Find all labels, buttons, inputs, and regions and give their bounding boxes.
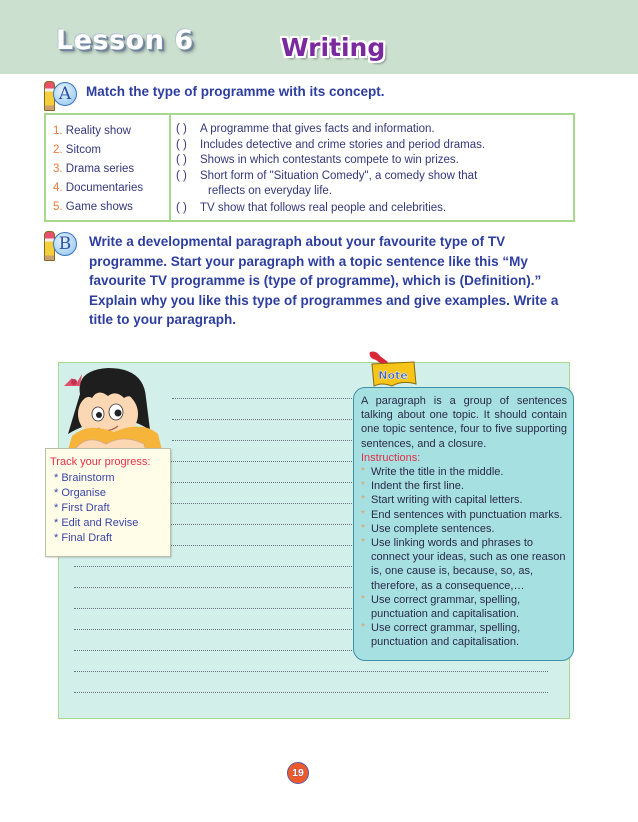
instruction-item	[361, 493, 567, 507]
track-progress-title: Track your progress:	[50, 456, 151, 468]
definition-item	[176, 138, 485, 154]
programme-label: Sitcom	[65, 144, 101, 156]
track-item	[54, 471, 138, 486]
definition-item	[176, 122, 485, 138]
definition-list	[176, 122, 485, 216]
instruction-item	[361, 593, 567, 621]
instruction-text: Use correct grammar, spelling, punctuation and capitalisation.	[371, 593, 521, 621]
writing-line[interactable]	[172, 398, 352, 399]
task-letter-badge: A	[53, 82, 77, 106]
instruction-text: Start writing with capital letters.	[371, 494, 523, 507]
instruction-item	[361, 508, 567, 522]
writing-line[interactable]	[74, 587, 352, 588]
track-item	[54, 531, 138, 546]
writing-line[interactable]	[170, 545, 352, 546]
asterisk-icon: *	[361, 622, 365, 634]
writing-line[interactable]	[74, 629, 352, 630]
definition-text: Shows in which contestants compete to win prizes.	[200, 154, 459, 166]
track-item	[54, 501, 138, 516]
matching-table	[44, 113, 575, 222]
programme-label: Documentaries	[65, 182, 144, 194]
writing-line[interactable]	[74, 692, 548, 693]
asterisk-icon: *	[54, 532, 59, 544]
writing-line[interactable]	[172, 440, 352, 441]
instruction-text: Use complete sentences.	[371, 522, 495, 535]
page-number: 19	[287, 762, 309, 784]
writing-line[interactable]	[74, 608, 352, 609]
programme-item	[53, 179, 143, 198]
instruction-item	[361, 536, 567, 593]
track-item-label: First Draft	[61, 502, 110, 514]
asterisk-icon: *	[54, 472, 59, 484]
note-tag-label: Note	[378, 369, 408, 382]
instruction-item	[361, 479, 567, 493]
instruction-text: Use linking words and phrases to connect your ideas, such as one reason is, one cause is, because, so, as, therefore, as a consequence,…	[371, 537, 566, 592]
track-item-label: Edit and Revise	[61, 517, 139, 529]
asterisk-icon: *	[361, 466, 365, 478]
definition-text: Includes detective and crime stories and period dramas.	[200, 138, 486, 151]
instruction-item	[361, 465, 567, 479]
track-progress-list	[54, 471, 138, 546]
asterisk-icon: *	[54, 517, 59, 529]
programme-number: 2.	[53, 144, 63, 156]
definition-text: TV show that follows real people and celebrities.	[200, 201, 447, 214]
programme-label: Drama series	[65, 163, 135, 175]
definition-item	[176, 201, 485, 217]
answer-blank[interactable]: ( )	[176, 154, 187, 166]
asterisk-icon: *	[54, 502, 59, 514]
track-progress-box	[45, 448, 171, 557]
instruction-item	[361, 621, 567, 649]
instruction-text: Write the title in the middle.	[371, 466, 504, 479]
instruction-text: End sentences with punctuation marks.	[371, 508, 563, 521]
answer-blank[interactable]: ( )	[176, 123, 187, 135]
programme-label: Reality show	[65, 125, 131, 137]
asterisk-icon: *	[361, 537, 365, 549]
instruction-text: Indent the first line.	[371, 480, 464, 493]
task-a-marker	[44, 79, 74, 111]
lesson-title: Lesson 6	[56, 25, 194, 56]
task-b-instruction: Write a developmental paragraph about your favourite type of TV programme. Start your paragraph with a topic sentence like this “My favourite TV programme is (type of programme), which is (Definition).” Explain why you like this type of programmes and give examples. Write a title to your paragraph.	[89, 234, 559, 327]
track-item-label: Final Draft	[61, 532, 113, 544]
asterisk-icon: *	[361, 480, 365, 492]
answer-blank[interactable]: ( )	[176, 201, 187, 214]
writing-line[interactable]	[170, 461, 352, 462]
definition-continuation: reflects on everyday life.	[208, 185, 333, 197]
instruction-text: Use correct grammar, spelling, punctuation and capitalisation.	[371, 622, 521, 649]
asterisk-icon: *	[361, 508, 365, 520]
instruction-item	[361, 522, 567, 536]
programme-item	[53, 122, 143, 141]
note-content	[361, 394, 567, 650]
writing-line[interactable]	[170, 482, 352, 483]
lesson-header	[0, 0, 638, 74]
section-title: Writing	[281, 33, 386, 62]
asterisk-icon: *	[361, 593, 365, 605]
asterisk-icon: *	[361, 522, 365, 534]
programme-item	[53, 160, 143, 179]
table-divider	[169, 115, 171, 220]
definition-item	[176, 153, 485, 169]
writing-line[interactable]	[172, 419, 352, 420]
note-intro: A paragraph is a group of sentences talking about one topic. It should contain one topic sentence, four to five supporting sentences, and a closure.	[361, 395, 567, 450]
answer-blank[interactable]: ( )	[176, 138, 187, 151]
programme-label: Game shows	[65, 201, 133, 213]
girl-illustration	[58, 364, 176, 454]
definition-text: Short form of "Situation Comedy", a comedy show that	[200, 169, 478, 182]
task-b-marker	[44, 229, 74, 261]
asterisk-icon: *	[54, 487, 59, 499]
definition-text: A programme that gives facts and information.	[200, 123, 435, 135]
writing-line[interactable]	[170, 524, 352, 525]
task-letter-badge: B	[53, 232, 77, 256]
task-a-instruction: Match the type of programme with its concept.	[86, 84, 385, 99]
instructions-title: Instructions:	[361, 451, 421, 464]
track-item	[54, 486, 138, 501]
programme-item	[53, 198, 143, 217]
track-item-label: Organise	[61, 487, 106, 499]
programme-number: 1.	[53, 125, 63, 137]
writing-line[interactable]	[74, 671, 548, 672]
programme-list	[53, 122, 143, 217]
writing-line[interactable]	[74, 566, 352, 567]
programme-item	[53, 141, 143, 160]
track-item-label: Brainstorm	[61, 472, 115, 484]
writing-line[interactable]	[74, 650, 352, 651]
programme-number: 5.	[53, 201, 63, 213]
writing-line[interactable]	[170, 503, 352, 504]
definition-item	[176, 169, 485, 185]
programme-number: 3.	[53, 163, 63, 175]
track-item	[54, 516, 138, 531]
answer-blank[interactable]: ( )	[176, 169, 187, 182]
asterisk-icon: *	[361, 494, 365, 506]
programme-number: 4.	[53, 182, 63, 194]
note-tag	[362, 350, 420, 390]
